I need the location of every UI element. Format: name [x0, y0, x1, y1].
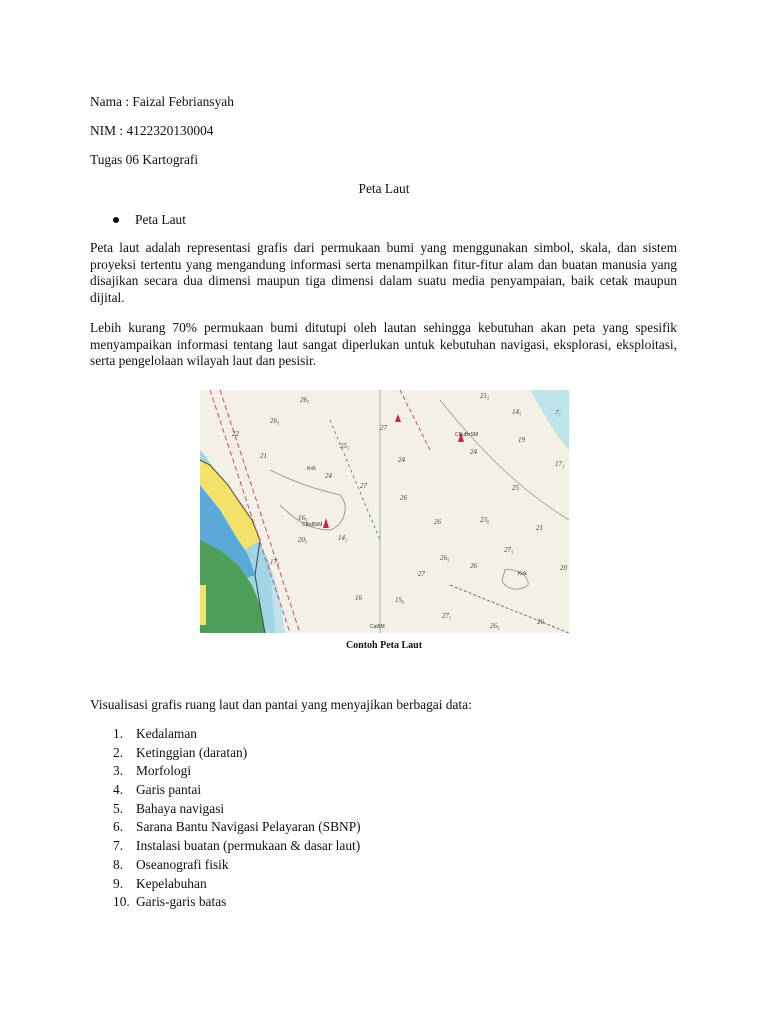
svg-text:27₅: 27₅ — [442, 612, 452, 620]
list-item — [113, 744, 361, 763]
svg-text:21₅: 21₅ — [480, 392, 490, 400]
svg-text:14₅: 14₅ — [512, 408, 522, 416]
svg-text:Kr/k: Kr/k — [518, 571, 527, 577]
svg-text:26: 26 — [434, 518, 441, 526]
list-item — [113, 893, 361, 912]
nim-line: NIM : 4122320130004 — [90, 123, 214, 138]
svg-text:23₆: 23₆ — [480, 516, 490, 524]
svg-text:17₂: 17₂ — [555, 460, 565, 468]
name-line: Nama : Faizal Febriansyah — [90, 94, 234, 109]
svg-text:17₄: 17₄ — [270, 558, 280, 566]
svg-text:CBxBSM: CBxBSM — [302, 522, 323, 528]
list-item — [113, 875, 361, 894]
list-item-text: Ketinggian (daratan) — [136, 744, 248, 760]
svg-text:26: 26 — [537, 618, 544, 626]
list-item — [113, 762, 361, 781]
list-item — [113, 725, 361, 744]
svg-text:16₅: 16₅ — [298, 514, 308, 522]
svg-text:26: 26 — [470, 562, 477, 570]
list-item-text: Instalasi buatan (permukaan & dasar laut) — [136, 838, 361, 854]
svg-text:26₅: 26₅ — [440, 554, 450, 562]
svg-text:24: 24 — [325, 472, 332, 480]
svg-text:15₆: 15₆ — [395, 596, 405, 604]
svg-text:Cat6M: Cat6M — [370, 624, 385, 630]
svg-text:24: 24 — [398, 456, 405, 464]
paragraph-ocean-coverage: Lebih kurang 70% permukaan bumi ditutupi oleh lautan sehingga kebutuhan akan peta yang spesifik menyampaikan informasi tentang laut sangat diperlukan untuk kebutuhan navigasi, eksplorasi, eksploitasi, serta pengelolaan wilayah laut dan pesisir. — [90, 320, 677, 369]
land-marker — [200, 585, 206, 625]
svg-text:20: 20 — [560, 564, 567, 572]
svg-text:26₅: 26₅ — [490, 622, 500, 630]
list-item — [113, 837, 361, 856]
list-item-number: 4. — [113, 782, 124, 798]
svg-text:25: 25 — [512, 484, 519, 492]
list-item-text: Oseanografi fisik — [136, 856, 229, 872]
svg-text:24: 24 — [470, 448, 477, 456]
document-title: Peta Laut — [358, 181, 410, 196]
nautical-chart-svg — [200, 390, 569, 633]
svg-text:25₂: 25₂ — [340, 442, 350, 450]
svg-text:19: 19 — [518, 436, 525, 444]
svg-text:27: 27 — [380, 424, 387, 432]
list-item — [113, 800, 361, 819]
list-item-number: 1. — [113, 726, 124, 741]
list-item — [113, 856, 361, 875]
svg-text:14₂: 14₂ — [338, 534, 348, 542]
list-item-text: Morfologi — [136, 763, 192, 779]
list-item-number: 7. — [113, 838, 124, 854]
list-item-number: 3. — [113, 763, 124, 779]
list-item-number: 5. — [113, 800, 124, 816]
bullet-item — [113, 212, 186, 228]
bullet-label: Peta Laut — [135, 212, 186, 227]
data-list — [113, 725, 361, 912]
list-item-text: Garis-garis batas — [136, 894, 227, 910]
svg-text:7₇: 7₇ — [555, 409, 561, 417]
svg-text:CKuBxSM: CKuBxSM — [455, 432, 479, 438]
list-item-number: 8. — [113, 856, 124, 872]
svg-text:26₅: 26₅ — [300, 396, 310, 404]
bullet-icon — [113, 217, 119, 223]
svg-text:26: 26 — [400, 494, 407, 502]
list-item-text: Garis pantai — [136, 782, 202, 798]
list-item-number: 10. — [113, 894, 130, 910]
svg-text:21: 21 — [260, 452, 267, 460]
list-item-text: Bahaya navigasi — [136, 800, 225, 816]
task-line: Tugas 06 Kartografi — [90, 152, 199, 167]
svg-text:27: 27 — [360, 482, 367, 490]
svg-text:21: 21 — [536, 524, 543, 532]
svg-text:Kr/k: Kr/k — [307, 466, 316, 472]
list-item-text: Sarana Bantu Navigasi Pelayaran (SBNP) — [136, 819, 361, 835]
list-item — [113, 781, 361, 800]
svg-text:26₅: 26₅ — [270, 417, 280, 425]
nautical-chart-image — [200, 390, 569, 633]
list-item-text: Kepelabuhan — [136, 875, 207, 891]
paragraph-definition: Peta laut adalah representasi grafis dari permukaan bumi yang menggunakan simbol, skala, dan sistem proyeksi tertentu yang mengandung informasi serta menampilkan fitur-fitur alam dan buatan manusia yang disajikan secara dua dimensi maupun tiga dimensi dalam suatu media penyampaian, baik cetak maupun dijital. — [90, 240, 677, 305]
svg-text:16: 16 — [355, 594, 362, 602]
list-item-number: 2. — [113, 744, 124, 760]
list-item-text: Kedalaman — [136, 726, 197, 741]
svg-text:22: 22 — [232, 430, 239, 438]
list-item-number: 6. — [113, 819, 124, 835]
svg-text:27₅: 27₅ — [504, 546, 514, 554]
svg-text:27: 27 — [418, 570, 425, 578]
figure-caption: Contoh Peta Laut — [345, 640, 423, 651]
svg-text:20₅: 20₅ — [298, 536, 308, 544]
list-item-number: 9. — [113, 875, 124, 891]
list-intro: Visualisasi grafis ruang laut dan pantai yang menyajikan berbagai data: — [90, 697, 472, 712]
list-item — [113, 818, 361, 837]
